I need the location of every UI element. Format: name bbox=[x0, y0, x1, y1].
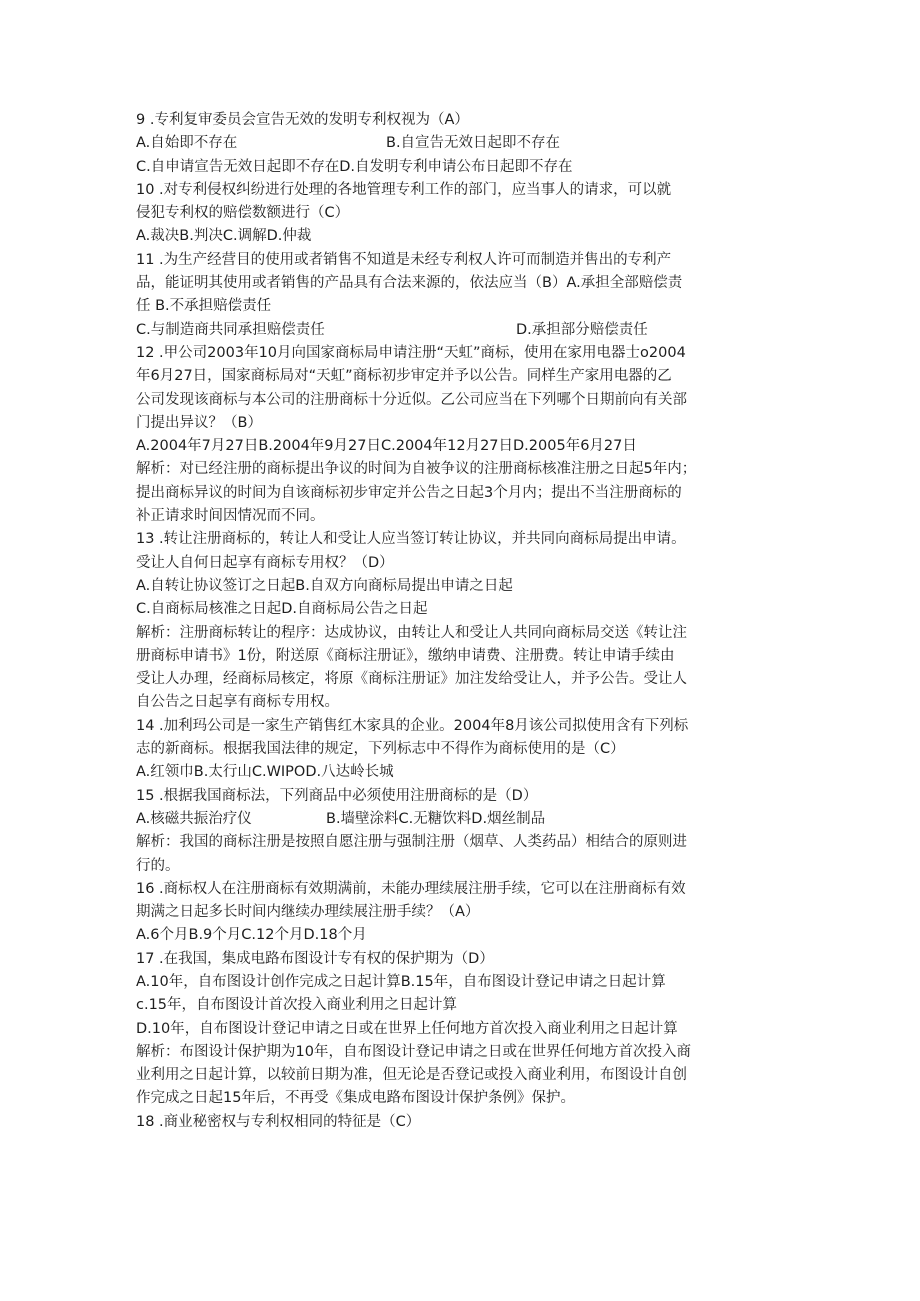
question-11-option-c: C.与制造商共同承担赔偿责任 bbox=[136, 321, 325, 338]
question-17-analysis-line-2: 业利用之日起计算，以较前日期为准，但无论是否登记或投入商业利用，布图设计自创 bbox=[136, 1067, 687, 1084]
question-11-stem-line-1: 11 .为生产经营目的使用或者销售不知道是未经专利权人许可而制造并售出的专利产 bbox=[136, 251, 672, 268]
question-17-analysis-line-1: 解析：布图设计保护期为10年，自布图设计登记申请之日或在世界任何地方首次投入商 bbox=[136, 1043, 691, 1060]
question-11-stem-line-3: 任 B.不承担赔偿责任 bbox=[136, 298, 272, 315]
question-12-stem-line-1: 12 .甲公司2003年10月向国家商标局申请注册“天虹”商标，使用在家用电器士o2004 bbox=[136, 344, 686, 361]
question-12-analysis-line-3: 补正请求时间因情况而不同。 bbox=[136, 508, 325, 525]
question-9-options-cd: C.自申请宣告无效日起即不存在D.自发明专利申请公布日起即不存在 bbox=[136, 158, 573, 175]
document-page bbox=[136, 109, 791, 1134]
question-13-analysis-line-2: 册商标申请书》1份，附送原《商标注册证》，缴纳申请费、注册费。转让申请手续由 bbox=[136, 647, 675, 664]
question-16-stem-line-1: 16 .商标权人在注册商标有效期满前，未能办理续展注册手续，它可以在注册商标有效 bbox=[136, 880, 686, 897]
question-13-options-cd: C.自商标局核准之日起D.自商标局公告之日起 bbox=[136, 601, 428, 618]
question-10-stem-line-1: 10 .对专利侵权纠纷进行处理的各地管理专利工作的部门，应当事人的请求，可以就 bbox=[136, 181, 672, 198]
question-12-stem-line-4: 门提出异议？（B） bbox=[136, 414, 262, 431]
question-15-options bbox=[136, 808, 791, 831]
question-15-stem: 15 .根据我国商标法，下列商品中必须使用注册商标的是（D） bbox=[136, 787, 538, 804]
question-13-analysis-line-1: 解析：注册商标转让的程序：达成协议，由转让人和受让人共同向商标局交送《转让注 bbox=[136, 624, 687, 641]
question-17-option-d: D.10年，自布图设计登记申请之日或在世界上任何地方首次投入商业利用之日起计算 bbox=[136, 1020, 678, 1037]
question-13-stem-line-1: 13 .转让注册商标的，转让人和受让人应当签订转让协议，并共同向商标局提出申请。 bbox=[136, 531, 686, 548]
question-17-options-ab: A.10年，自布图设计创作完成之日起计算B.15年，自布图设计登记申请之日起计算 bbox=[136, 973, 666, 990]
question-14-stem-line-1: 14 .加利玛公司是一家生产销售红木家具的企业。2004年8月该公司拟使用含有下列标 bbox=[136, 717, 689, 734]
question-15-analysis-line-1: 解析：我国的商标注册是按照自愿注册与强制注册（烟草、人类药品）相结合的原则进 bbox=[136, 834, 687, 851]
question-10-options: A.裁决B.判决C.调解D.仲裁 bbox=[136, 228, 312, 245]
question-14-options: A.红领巾B.太行山C.WIPOD.八达岭长城 bbox=[136, 764, 394, 781]
question-12-stem-line-2: 年6月27日，国家商标局对“天虹”商标初步审定并予以公告。同样生产家用电器的乙 bbox=[136, 368, 672, 385]
question-16-stem-line-2: 期满之日起多长时间内继续办理续展注册手续？（A） bbox=[136, 904, 480, 921]
question-9-stem: 9 .专利复审委员会宣告无效的发明专利权视为（A） bbox=[136, 112, 469, 128]
question-13-stem-line-2: 受让人自何日起享有商标专用权？（D） bbox=[136, 554, 394, 571]
question-16-options: A.6个月B.9个月C.12个月D.18个月 bbox=[136, 927, 367, 944]
question-17-option-c: c.15年，自布图设计首次投入商业利用之日起计算 bbox=[136, 997, 458, 1014]
question-11-option-d: D.承担部分赔偿责任 bbox=[516, 321, 648, 338]
question-12-analysis-line-2: 提出商标异议的时间为自该商标初步审定并公告之日起3个月内；提出不当注册商标的 bbox=[136, 484, 682, 501]
question-15-option-a: A.核磁共振治疗仪 bbox=[136, 810, 252, 827]
question-9-options-ab bbox=[136, 132, 791, 155]
question-9-option-b: B.自宣告无效日起即不存在 bbox=[386, 135, 561, 152]
question-14-stem-line-2: 志的新商标。根据我国法律的规定，下列标志中不得作为商标使用的是（C） bbox=[136, 741, 625, 758]
question-13-options-ab: A.自转让协议签订之日起B.自双方向商标局提出申请之日起 bbox=[136, 577, 513, 594]
question-12-options: A.2004年7月27日B.2004年9月27日C.2004年12月27日D.2005年6月27日 bbox=[136, 438, 637, 455]
question-12-analysis-line-1: 解析：对已经注册的商标提出争议的时间为自被争议的注册商标核准注册之日起5年内； bbox=[136, 461, 697, 478]
question-11-stem-line-2: 品，能证明其使用或者销售的产品具有合法来源的，依法应当（B）A.承担全部赔偿责 bbox=[136, 275, 683, 292]
question-17-analysis-line-3: 作完成之日起15年后，不再受《集成电路布图设计保护条例》保护。 bbox=[136, 1090, 575, 1107]
question-15-analysis-line-2: 行的。 bbox=[136, 857, 180, 874]
question-12-stem-line-3: 公司发现该商标与本公司的注册商标十分近似。乙公司应当在下列哪个日期前向有关部 bbox=[136, 391, 687, 408]
question-13-analysis-line-4: 自公告之日起享有商标专用权。 bbox=[136, 694, 339, 711]
question-11-options-cd bbox=[136, 319, 791, 342]
question-18-stem: 18 .商业秘密权与专利权相同的特征是（C） bbox=[136, 1113, 421, 1130]
question-9-option-a: A.自始即不存在 bbox=[136, 135, 238, 152]
question-15-options-bcd: B.墙壁涂料C.无糖饮料D.烟丝制品 bbox=[326, 810, 546, 827]
question-17-stem: 17 .在我国，集成电路布图设计专有权的保护期为（D） bbox=[136, 950, 494, 967]
question-10-stem-line-2: 侵犯专利权的赔偿数额进行（C） bbox=[136, 205, 350, 222]
question-13-analysis-line-3: 受让人办理，经商标局核定，将原《商标注册证》加注发给受让人，并予公告。受让人 bbox=[136, 671, 687, 688]
